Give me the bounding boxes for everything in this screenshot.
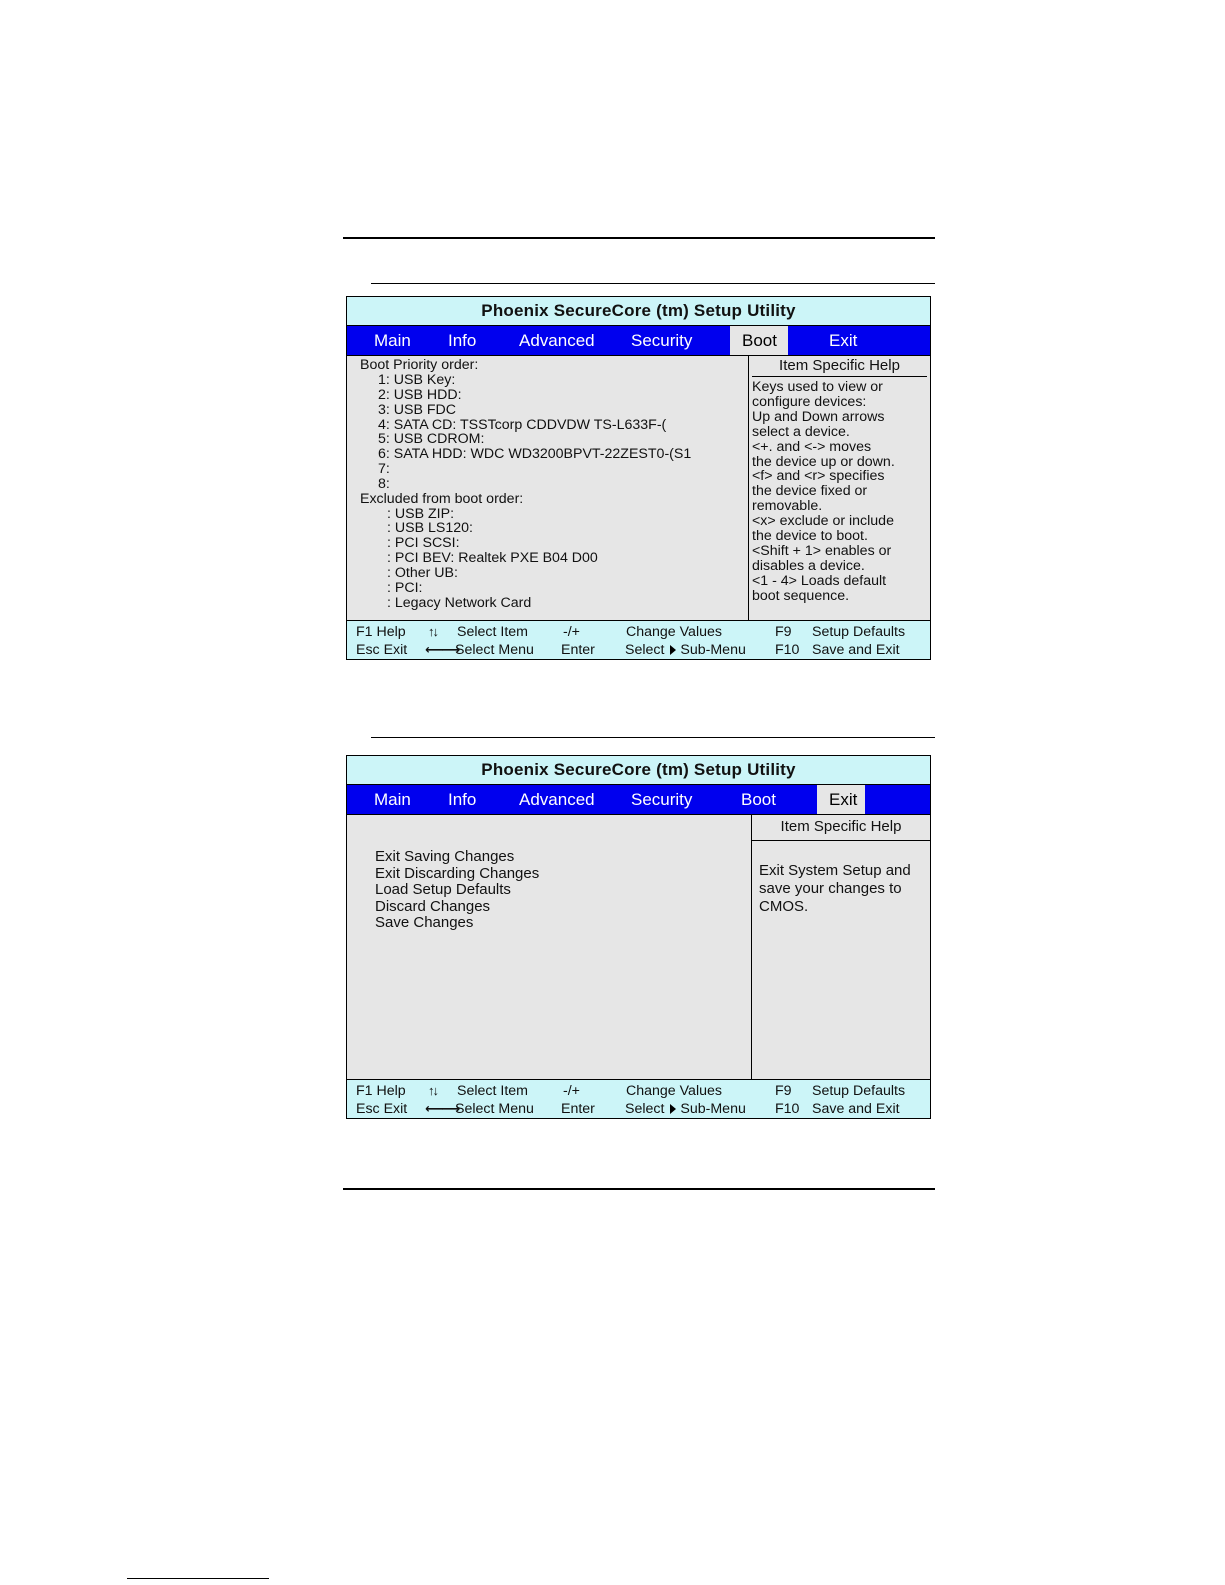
- right-triangle-icon: [670, 645, 676, 655]
- boot-priority-item[interactable]: 2: USB HDD:: [378, 387, 462, 403]
- bios-title: Phoenix SecureCore (tm) Setup Utility: [347, 297, 930, 326]
- bios-boot-screen: [346, 296, 931, 660]
- boot-priority-item[interactable]: 1: USB Key:: [378, 372, 456, 388]
- f10-key: F10: [775, 1101, 800, 1117]
- excluded-heading: Excluded from boot order:: [360, 491, 524, 507]
- help-header: Item Specific Help: [752, 356, 927, 377]
- tab-info[interactable]: Info: [448, 331, 477, 350]
- help-panel: [751, 815, 930, 1079]
- tab-security[interactable]: Security: [631, 790, 693, 809]
- up-down-arrows-icon: ↑↓: [428, 624, 437, 639]
- change-values-label: Change Values: [626, 624, 722, 640]
- bottom-rule: [343, 1188, 935, 1190]
- minus-plus-key: -/+: [563, 624, 580, 640]
- tab-boot[interactable]: Boot: [741, 790, 776, 809]
- esc-exit-key: Esc Exit: [356, 642, 408, 658]
- tab-boot[interactable]: Boot: [730, 326, 788, 355]
- exit-option[interactable]: Save Changes: [375, 914, 474, 931]
- excluded-item[interactable]: : Other UB:: [387, 565, 458, 581]
- change-values-label: Change Values: [626, 1083, 722, 1099]
- boot-priority-heading: Boot Priority order:: [360, 357, 479, 373]
- section-rule-2: [371, 737, 935, 738]
- boot-priority-item[interactable]: 8:: [378, 476, 390, 492]
- boot-list-panel: [347, 356, 749, 620]
- bios-title: Phoenix SecureCore (tm) Setup Utility: [347, 756, 930, 785]
- exit-options-panel: [347, 815, 751, 1079]
- tab-exit[interactable]: Exit: [817, 785, 865, 814]
- tab-main[interactable]: Main: [374, 790, 411, 809]
- excluded-item[interactable]: : Legacy Network Card: [387, 595, 532, 611]
- excluded-item[interactable]: : USB LS120:: [387, 520, 473, 536]
- help-text: Exit System Setup and save your changes to CMOS.: [759, 862, 911, 915]
- minus-plus-key: -/+: [563, 1083, 580, 1099]
- setup-defaults-label: Setup Defaults: [812, 624, 906, 640]
- exit-option[interactable]: Load Setup Defaults: [375, 881, 511, 898]
- select-submenu-label: Select Sub-Menu: [625, 642, 746, 658]
- excluded-item[interactable]: : PCI:: [387, 580, 423, 596]
- tab-exit[interactable]: Exit: [829, 331, 858, 350]
- footnote-rule: [127, 1578, 269, 1579]
- section-rule-1: [371, 283, 935, 284]
- exit-option[interactable]: Discard Changes: [375, 898, 491, 915]
- setup-defaults-label: Setup Defaults: [812, 1083, 906, 1099]
- save-exit-label: Save and Exit: [812, 1101, 900, 1117]
- tab-security[interactable]: Security: [631, 331, 693, 350]
- tab-main[interactable]: Main: [374, 331, 411, 350]
- tab-advanced[interactable]: Advanced: [519, 331, 595, 350]
- up-down-arrows-icon: ↑↓: [428, 1083, 437, 1098]
- f9-key: F9: [775, 1083, 792, 1099]
- boot-priority-item[interactable]: 3: USB FDC: [378, 402, 457, 418]
- menu-bar: [347, 326, 930, 356]
- f10-key: F10: [775, 642, 800, 658]
- enter-key: Enter: [561, 642, 595, 658]
- exit-body: [347, 815, 930, 1080]
- help-header: Item Specific Help: [752, 815, 930, 841]
- tab-advanced[interactable]: Advanced: [519, 790, 595, 809]
- bios-exit-screen: [346, 755, 931, 1119]
- select-menu-label: Select Menu: [455, 642, 534, 658]
- key-legend: [347, 621, 930, 660]
- boot-body: [347, 356, 930, 621]
- key-legend: [347, 1080, 930, 1119]
- tab-info[interactable]: Info: [448, 790, 477, 809]
- excluded-item[interactable]: : PCI SCSI:: [387, 535, 460, 551]
- f9-key: F9: [775, 624, 792, 640]
- select-item-label: Select Item: [457, 624, 528, 640]
- boot-priority-item[interactable]: 5: USB CDROM:: [378, 431, 485, 447]
- help-panel: [748, 356, 930, 620]
- boot-priority-item[interactable]: 7:: [378, 461, 390, 477]
- f1-help-key: F1 Help: [356, 1083, 406, 1099]
- exit-option[interactable]: Exit Saving Changes: [375, 848, 515, 865]
- help-text: Keys used to view or configure devices: Up and Down arrows select a device. <+. and <-> moves the device up or down. <f> and <r> specifies the device fixed or removable. <x> exclude or include the device to boot. <Shift + 1> enables or disables a device. <1 - 4> Loads default boot sequence.: [752, 379, 895, 604]
- boot-priority-item[interactable]: 4: SATA CD: TSSTcorp CDDVDW TS-L633F-(: [378, 417, 667, 433]
- left-right-arrows-icon: ⟵⟶: [425, 1101, 459, 1116]
- right-triangle-icon: [670, 1104, 676, 1114]
- left-right-arrows-icon: ⟵⟶: [425, 642, 459, 657]
- top-rule: [343, 237, 935, 239]
- select-submenu-label: Select Sub-Menu: [625, 1101, 746, 1117]
- f1-help-key: F1 Help: [356, 624, 406, 640]
- excluded-item[interactable]: : USB ZIP:: [387, 506, 455, 522]
- save-exit-label: Save and Exit: [812, 642, 900, 658]
- boot-priority-item[interactable]: 6: SATA HDD: WDC WD3200BPVT-22ZEST0-(S1: [378, 446, 692, 462]
- select-item-label: Select Item: [457, 1083, 528, 1099]
- select-menu-label: Select Menu: [455, 1101, 534, 1117]
- esc-exit-key: Esc Exit: [356, 1101, 408, 1117]
- excluded-item[interactable]: : PCI BEV: Realtek PXE B04 D00: [387, 550, 598, 566]
- enter-key: Enter: [561, 1101, 595, 1117]
- exit-option[interactable]: Exit Discarding Changes: [375, 865, 540, 882]
- menu-bar: [347, 785, 930, 815]
